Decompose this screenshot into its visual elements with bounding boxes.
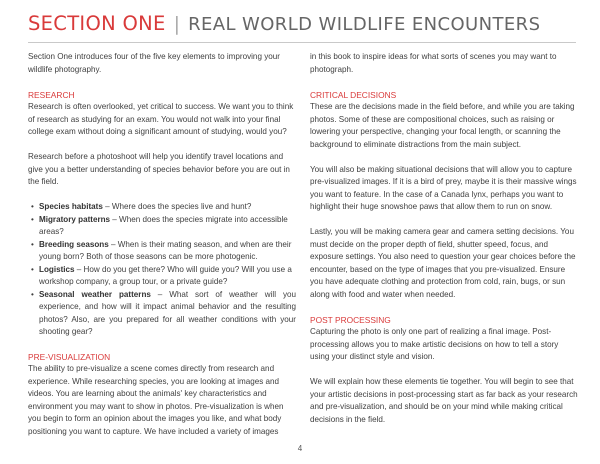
- post-paragraph-2: We will explain how these elements tie together. You will begin to see that your artistic decisions in post-processing start as far back as your research and pre-visualization, and should be on your mind while making critical decisions in the field.: [310, 377, 578, 424]
- bullet-text: – How do you get there? Who will guide you? Will you use a workshop company, a group tour, or a private guide?: [39, 264, 292, 286]
- right-column: [310, 51, 578, 426]
- critical-paragraph-2: You will also be making situational decisions that will allow you to capture pre-visualized images. If it is a bird of prey, maybe it is their massive wings you want to feature. In the case of a Canada lynx, perhaps you want to highlight their huge snowshoe paws that allow them to run on snow.: [310, 164, 577, 211]
- post-paragraph-1: Capturing the photo is only one part of realizing a final image. Post-processing allows you to make artistic decisions on how to tell a story using your distinct style and vision.: [310, 327, 559, 361]
- bullet-text: – When does the species migrate into accessible areas?: [39, 214, 288, 236]
- bullet-text: – What sort of weather will you experience, and how will it impact animal behavior and the resulting photos? Also, are you prepared for all weather conditions with your shooting gear?: [39, 289, 296, 336]
- section-label: SECTION ONE: [28, 12, 166, 35]
- critical-decisions-heading: CRITICAL DECISIONS: [310, 89, 397, 100]
- page-number: 4: [297, 444, 303, 453]
- list-item: [34, 214, 296, 239]
- list-item: [34, 264, 296, 289]
- post-processing-heading: POST PROCESSING: [310, 314, 391, 325]
- page-title: REAL WORLD WILDLIFE ENCOUNTERS: [188, 14, 541, 35]
- left-column: [28, 51, 296, 438]
- research-paragraph-1: Research is often overlooked, yet critical to success. We want you to think of research as studying for an exam. You would not walk into your final college exam without doing a significant amount of studying, would you?: [28, 102, 294, 136]
- bullet-term: Species habitats: [39, 202, 103, 211]
- bullet-text: – When is their mating season, and when are their young born? Both of those seasons can be more photogenic.: [39, 239, 292, 261]
- bullet-term: Migratory patterns: [39, 214, 111, 224]
- research-paragraph-2: Research before a photoshoot will help you identify travel locations and give you a better understanding of species behavior before you are out in the field.: [28, 152, 290, 186]
- list-item: [34, 201, 296, 214]
- research-bullet-list: [28, 201, 296, 339]
- research-heading: RESEARCH: [28, 89, 75, 100]
- header-separator: |: [173, 13, 181, 35]
- bullet-term: Logistics: [39, 264, 75, 274]
- intro-paragraph: Section One introduces four of the five key elements to improving your wildlife photography.: [28, 52, 280, 74]
- critical-paragraph-3: Lastly, you will be making camera gear and camera setting decisions. You must decide on the proper depth of field, shutter speed, focus, and exposure settings. You also need to question your gear choices before the encounter, based on the type of images that you pre-visualized. Ensure you have adequate clothing and protection from cold, rain, bugs, or sun along with food and water when needed.: [310, 227, 576, 299]
- bullet-term: Seasonal weather patterns: [39, 289, 151, 299]
- bullet-term: Breeding seasons: [39, 239, 109, 249]
- list-item: [34, 289, 296, 339]
- continued-paragraph: in this book to inspire ideas for what sorts of scenes you may want to photograph.: [310, 52, 557, 74]
- bullet-text: – Where does the species live and hunt?: [102, 202, 252, 211]
- previsualization-paragraph: The ability to pre-visualize a scene comes directly from research and experience. While researching species, you are looking at images and videos. You are learning about the animals' key characteristics and environment you may want to show in photos. Pre-visualization is when you begin to form an opinion about the images you like, and what body positioning you want to capture. We have included a variety of images: [28, 364, 284, 436]
- list-item: [34, 239, 296, 264]
- critical-paragraph-1: These are the decisions made in the field before, and while you are taking photos. Some of these are compositional choices, such as raising or lowering your perspective, changing your focal length, or scanning the background to eliminate distractions from the main subject.: [310, 102, 575, 149]
- page-header: [28, 12, 576, 43]
- previsualization-heading: PRE-VISUALIZATION: [28, 351, 111, 362]
